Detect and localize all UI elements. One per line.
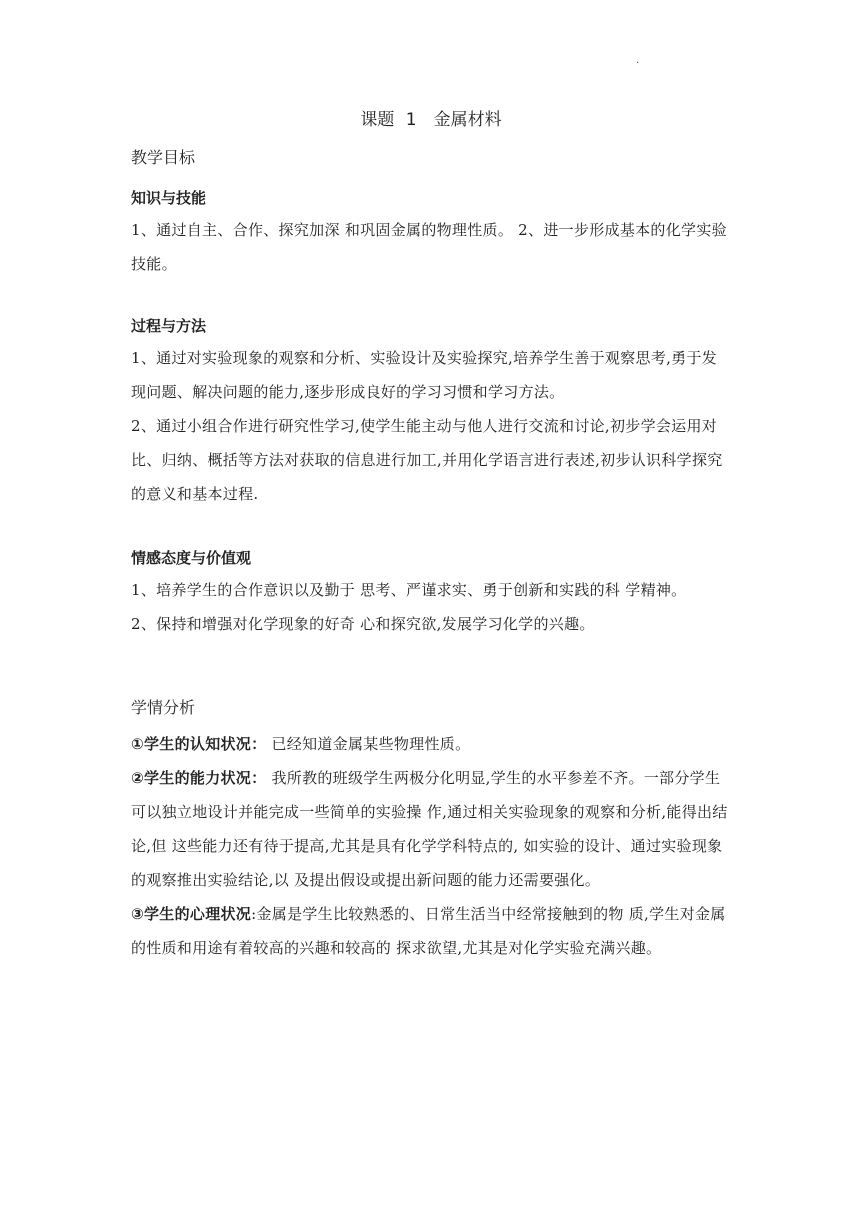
process-methods-item: 2、通过小组合作进行研究性学习,使学生能主动与他人进行交流和讨论,初步学会运用对比、归纳、概括等方法对获取的信息进行加工,并用化学语言进行表述,初步认识科学探究的意义和基本过程. (131, 417, 723, 503)
process-methods-heading: 过程与方法 (131, 317, 207, 335)
knowledge-skills-text: 1、通过自主、合作、探究加深 和巩固金属的物理性质。 2、进一步形成基本的化学实验 技能。 (131, 221, 727, 273)
learner-analysis-heading: 学情分析 (131, 698, 196, 717)
analysis-label: ③学生的心理状况 (131, 905, 252, 923)
process-methods-item: 1、通过对实验现象的观察和分析、实验设计及实验探究,培养学生善于观察思考,勇于发现问题、解决问题的能力,逐步形成良好的学习习惯和学习方法。 (131, 349, 718, 401)
attitude-values-item: 2、保持和增强对化学现象的好奇 心和探究欲,发展学习化学的兴趣。 (131, 615, 595, 633)
analysis-text: 已经知道金属某些物理性质。 (266, 735, 471, 753)
analysis-label: ①学生的认知状况： (131, 735, 267, 753)
analysis-item-cognition (131, 727, 731, 761)
attitude-values-item: 1、培养学生的合作意识以及勤于 思考、严谨求实、勇于创新和实践的科 学精神。 (131, 581, 687, 599)
analysis-item-psychology (131, 897, 731, 965)
document-body (131, 105, 731, 965)
teaching-goals-heading: 教学目标 (131, 148, 196, 167)
knowledge-skills-heading: 知识与技能 (131, 189, 207, 207)
document-title: 课题 1 金属材料 (360, 110, 502, 130)
analysis-item-ability (131, 761, 731, 897)
attitude-values-heading: 情感态度与价值观 (131, 549, 252, 567)
analysis-text: :金属是学生比较熟悉的、日常生活当中经常接触到的物 质,学生对金属的性质和用途有着较高的兴趣和较高的 探求欲望,尤其是对化学实验充满兴趣。 (131, 905, 726, 957)
analysis-label: ②学生的能力状况： (131, 769, 267, 787)
analysis-text: 我所教的班级学生两极分化明显,学生的水平参差不齐。一部分学生可以独立地设计并能完成一些简单的实验操 作,通过相关实验现象的观察和分析,能得出结论,但 这些能力还有待于提高,尤其是具有化学学科特点的, 如实验的设计、通过实验现象的观察推出实验结论,以 及提出假设或提出新问题的能力还需要强化。 (131, 769, 728, 889)
corner-mark: . (636, 55, 640, 66)
